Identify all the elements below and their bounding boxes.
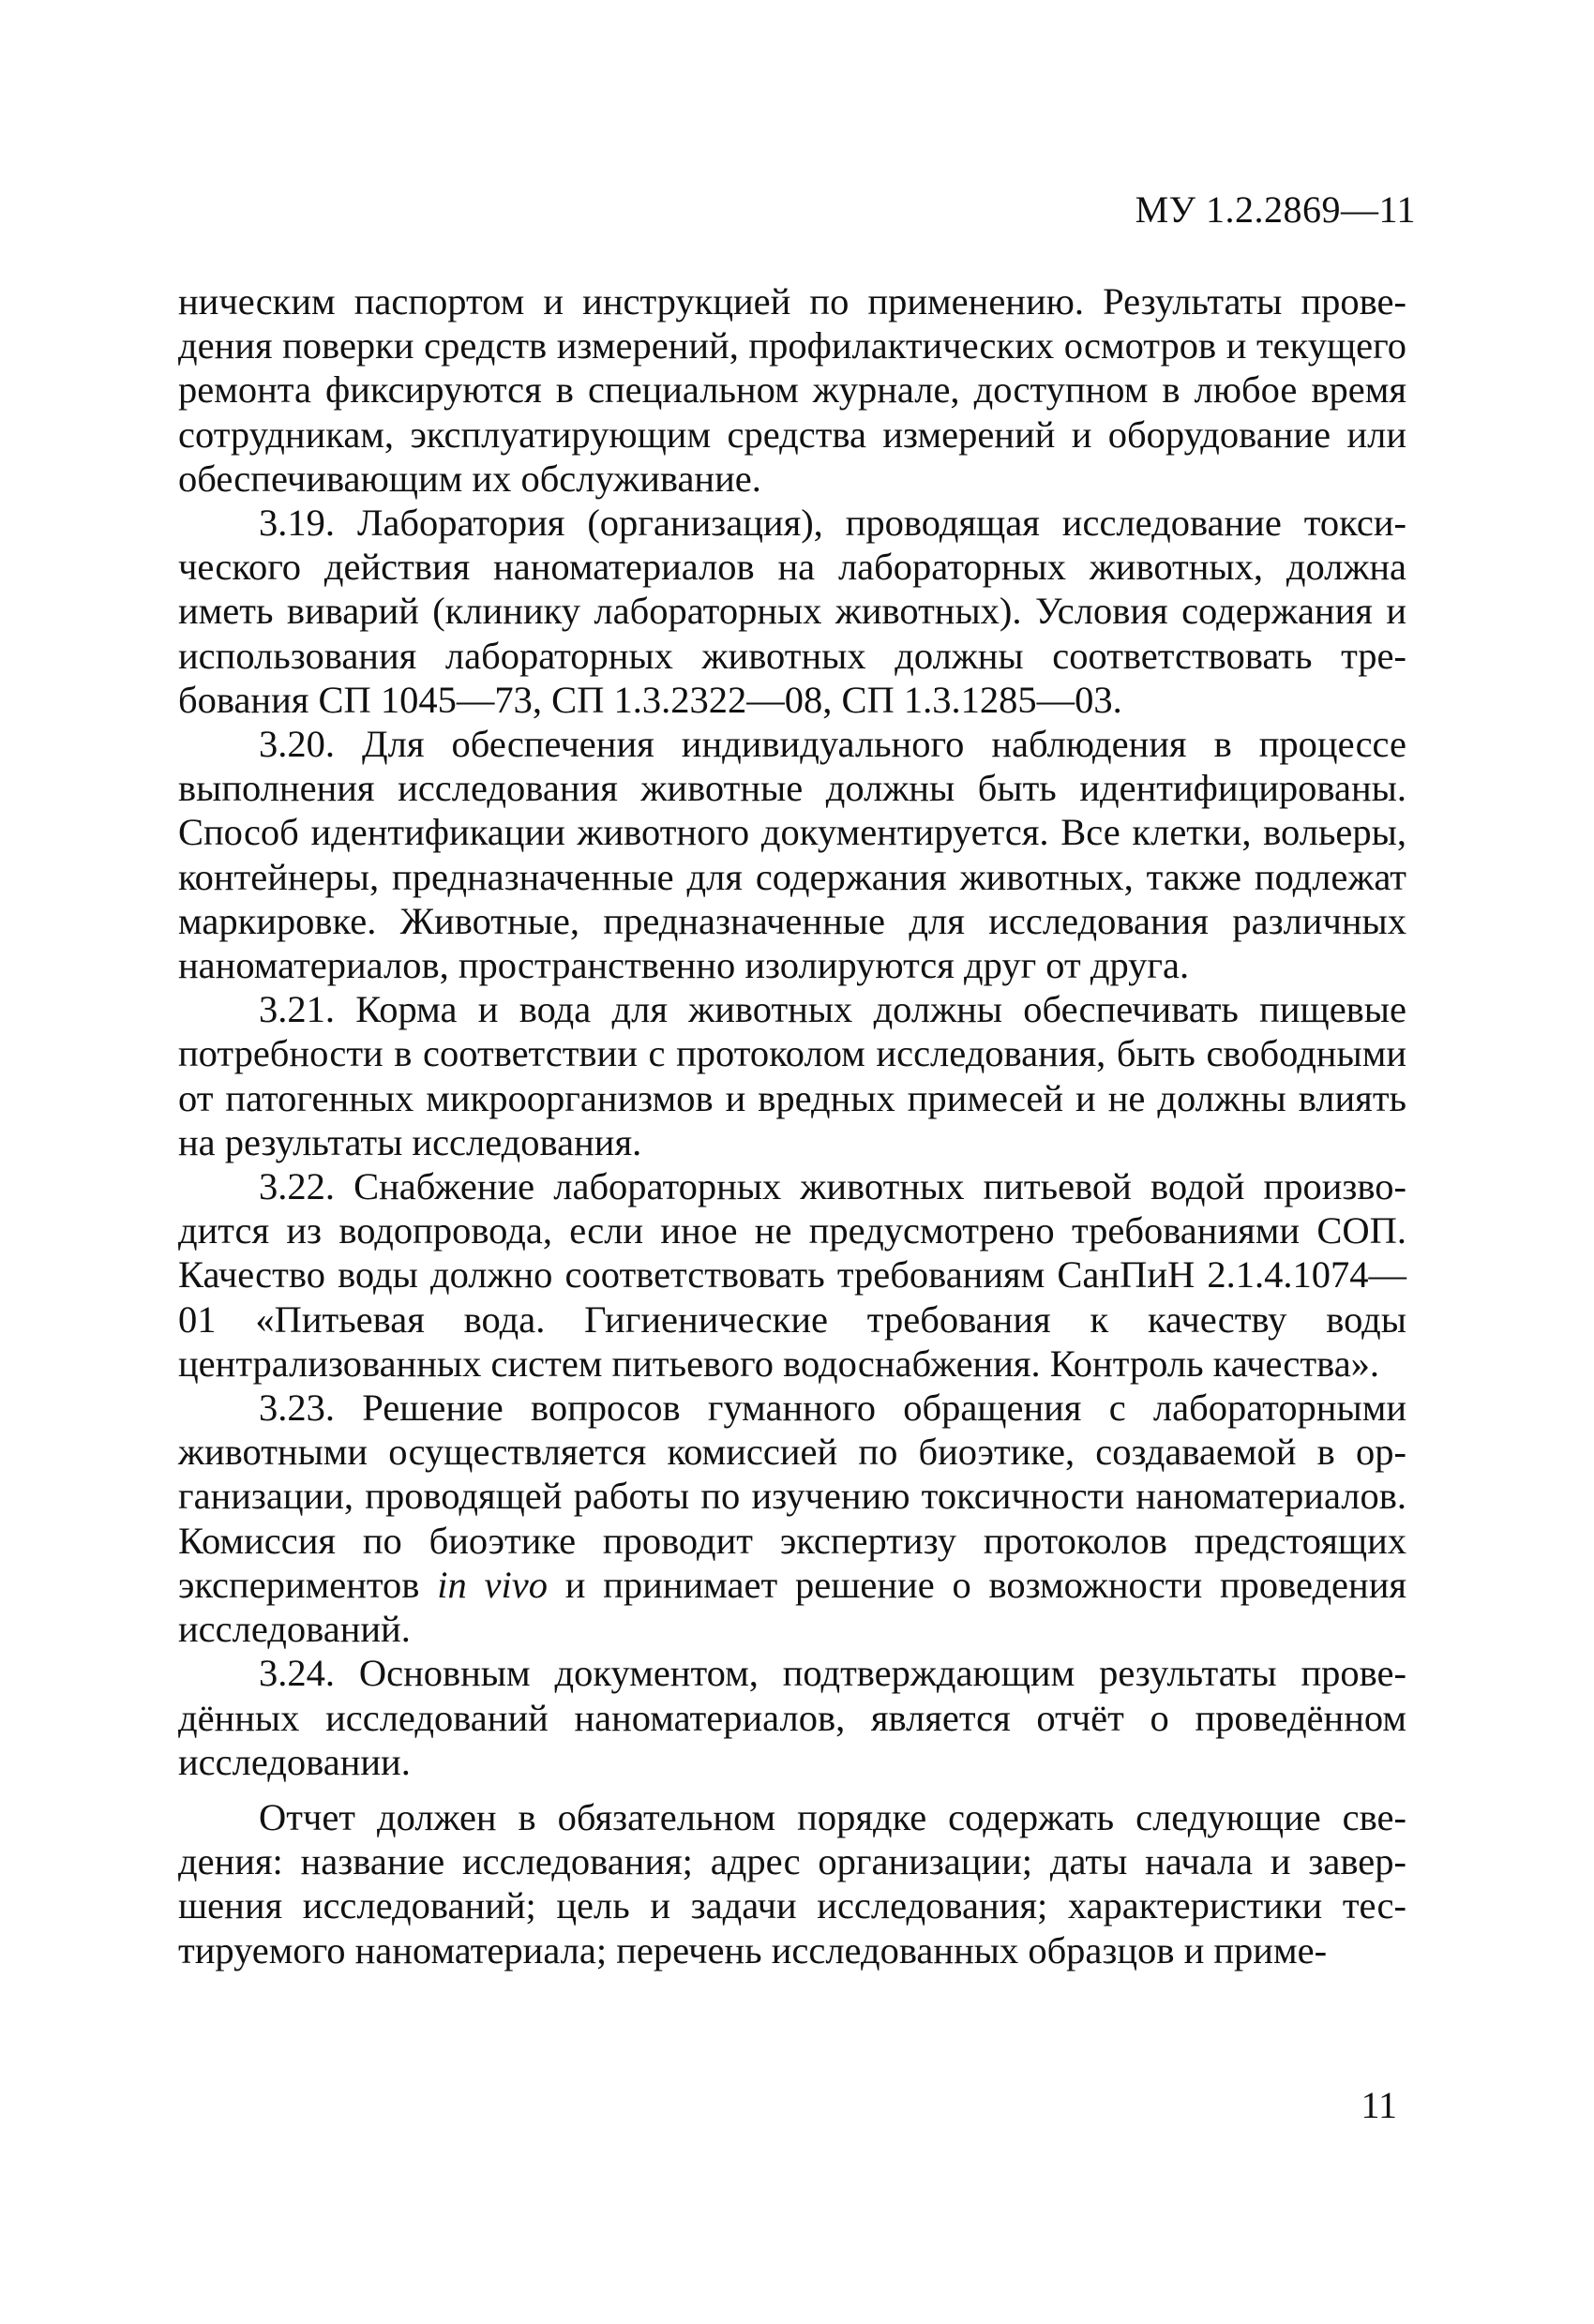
- paragraph-3-23-end: и принимает решение о возможности проведения исследований.: [178, 1563, 1407, 1651]
- paragraph-3-23: [178, 1386, 1406, 1651]
- in-vivo-term: in vivo: [437, 1563, 548, 1606]
- paragraph-3-22: 3.22. Снабжение лабораторных животных питьевой водой производится из водопровода, если иное не предусмотрено требованиями СОП. Качество воды должно соответствовать требованиям СанПиН 2.1.4.1074—01 «Питьевая вода. Гигиенические требования к качеству воды централизованных систем питьевого водоснабжения. Контроль качества».: [178, 1165, 1406, 1385]
- paragraph-continued: ническим паспортом и инструкцией по применению. Результаты проведения поверки средств измерений, профилактических осмотров и текущего ремонта фиксируются в специальном журнале, доступном в любое время сотрудникам, эксплуатирующим средства измерений и оборудование или обеспечивающим их обслуживание.: [178, 280, 1406, 500]
- paragraph-3-19: 3.19. Лаборатория (организация), проводящая исследование токсического действия наноматериалов на лабораторных животных, должна иметь виварий (клинику лабораторных животных). Условия содержания и использования лабораторных животных должны соответствовать требования СП 1045—73, СП 1.3.2322—08, СП 1.3.1285—03.: [178, 502, 1406, 721]
- paragraph-report-contents: Отчет должен в обязательном порядке содержать следующие сведения: название исследования; адрес организации; даты начала и завершения исследований; цель и задачи исследования; характеристики тестируемого наноматериала; перечень исследованных образцов и приме-: [178, 1795, 1406, 1972]
- body-text: [178, 279, 1406, 1972]
- paragraph-3-21: 3.21. Корма и вода для животных должны обеспечивать пищевые потребности в соответствии с протоколом исследования, быть свободными от патогенных микроорганизмов и вредных примесей и не должны влиять на результаты исследования.: [178, 988, 1406, 1163]
- paragraph-3-24: 3.24. Основным документом, подтверждающим результаты проведённых исследований наноматериалов, является отчёт о проведённом исследовании.: [178, 1652, 1406, 1783]
- running-header-doc-code: МУ 1.2.2869—11: [1135, 188, 1416, 231]
- paragraph-3-20: 3.20. Для обеспечения индивидуального наблюдения в процессе выполнения исследования животные должны быть идентифицированы. Способ идентификации животного документируется. Все клетки, вольеры, контейнеры, предназначенные для содержания животных, также подлежат маркировке. Животные, предназначенные для исследования различных наноматериалов, пространственно изолируются друг от друга.: [178, 723, 1406, 987]
- paragraph-3-23-start: 3.23. Решение вопросов гуманного обращения с лабораторными животными осуществляется комиссией по биоэтике, создаваемой в организации, проводящей работы по изучению токсичности наноматериалов. Комиссия по биоэтике проводит экспертизу протоколов предстоящих экспериментов: [178, 1387, 1406, 1606]
- page-number: 11: [1361, 2084, 1397, 2126]
